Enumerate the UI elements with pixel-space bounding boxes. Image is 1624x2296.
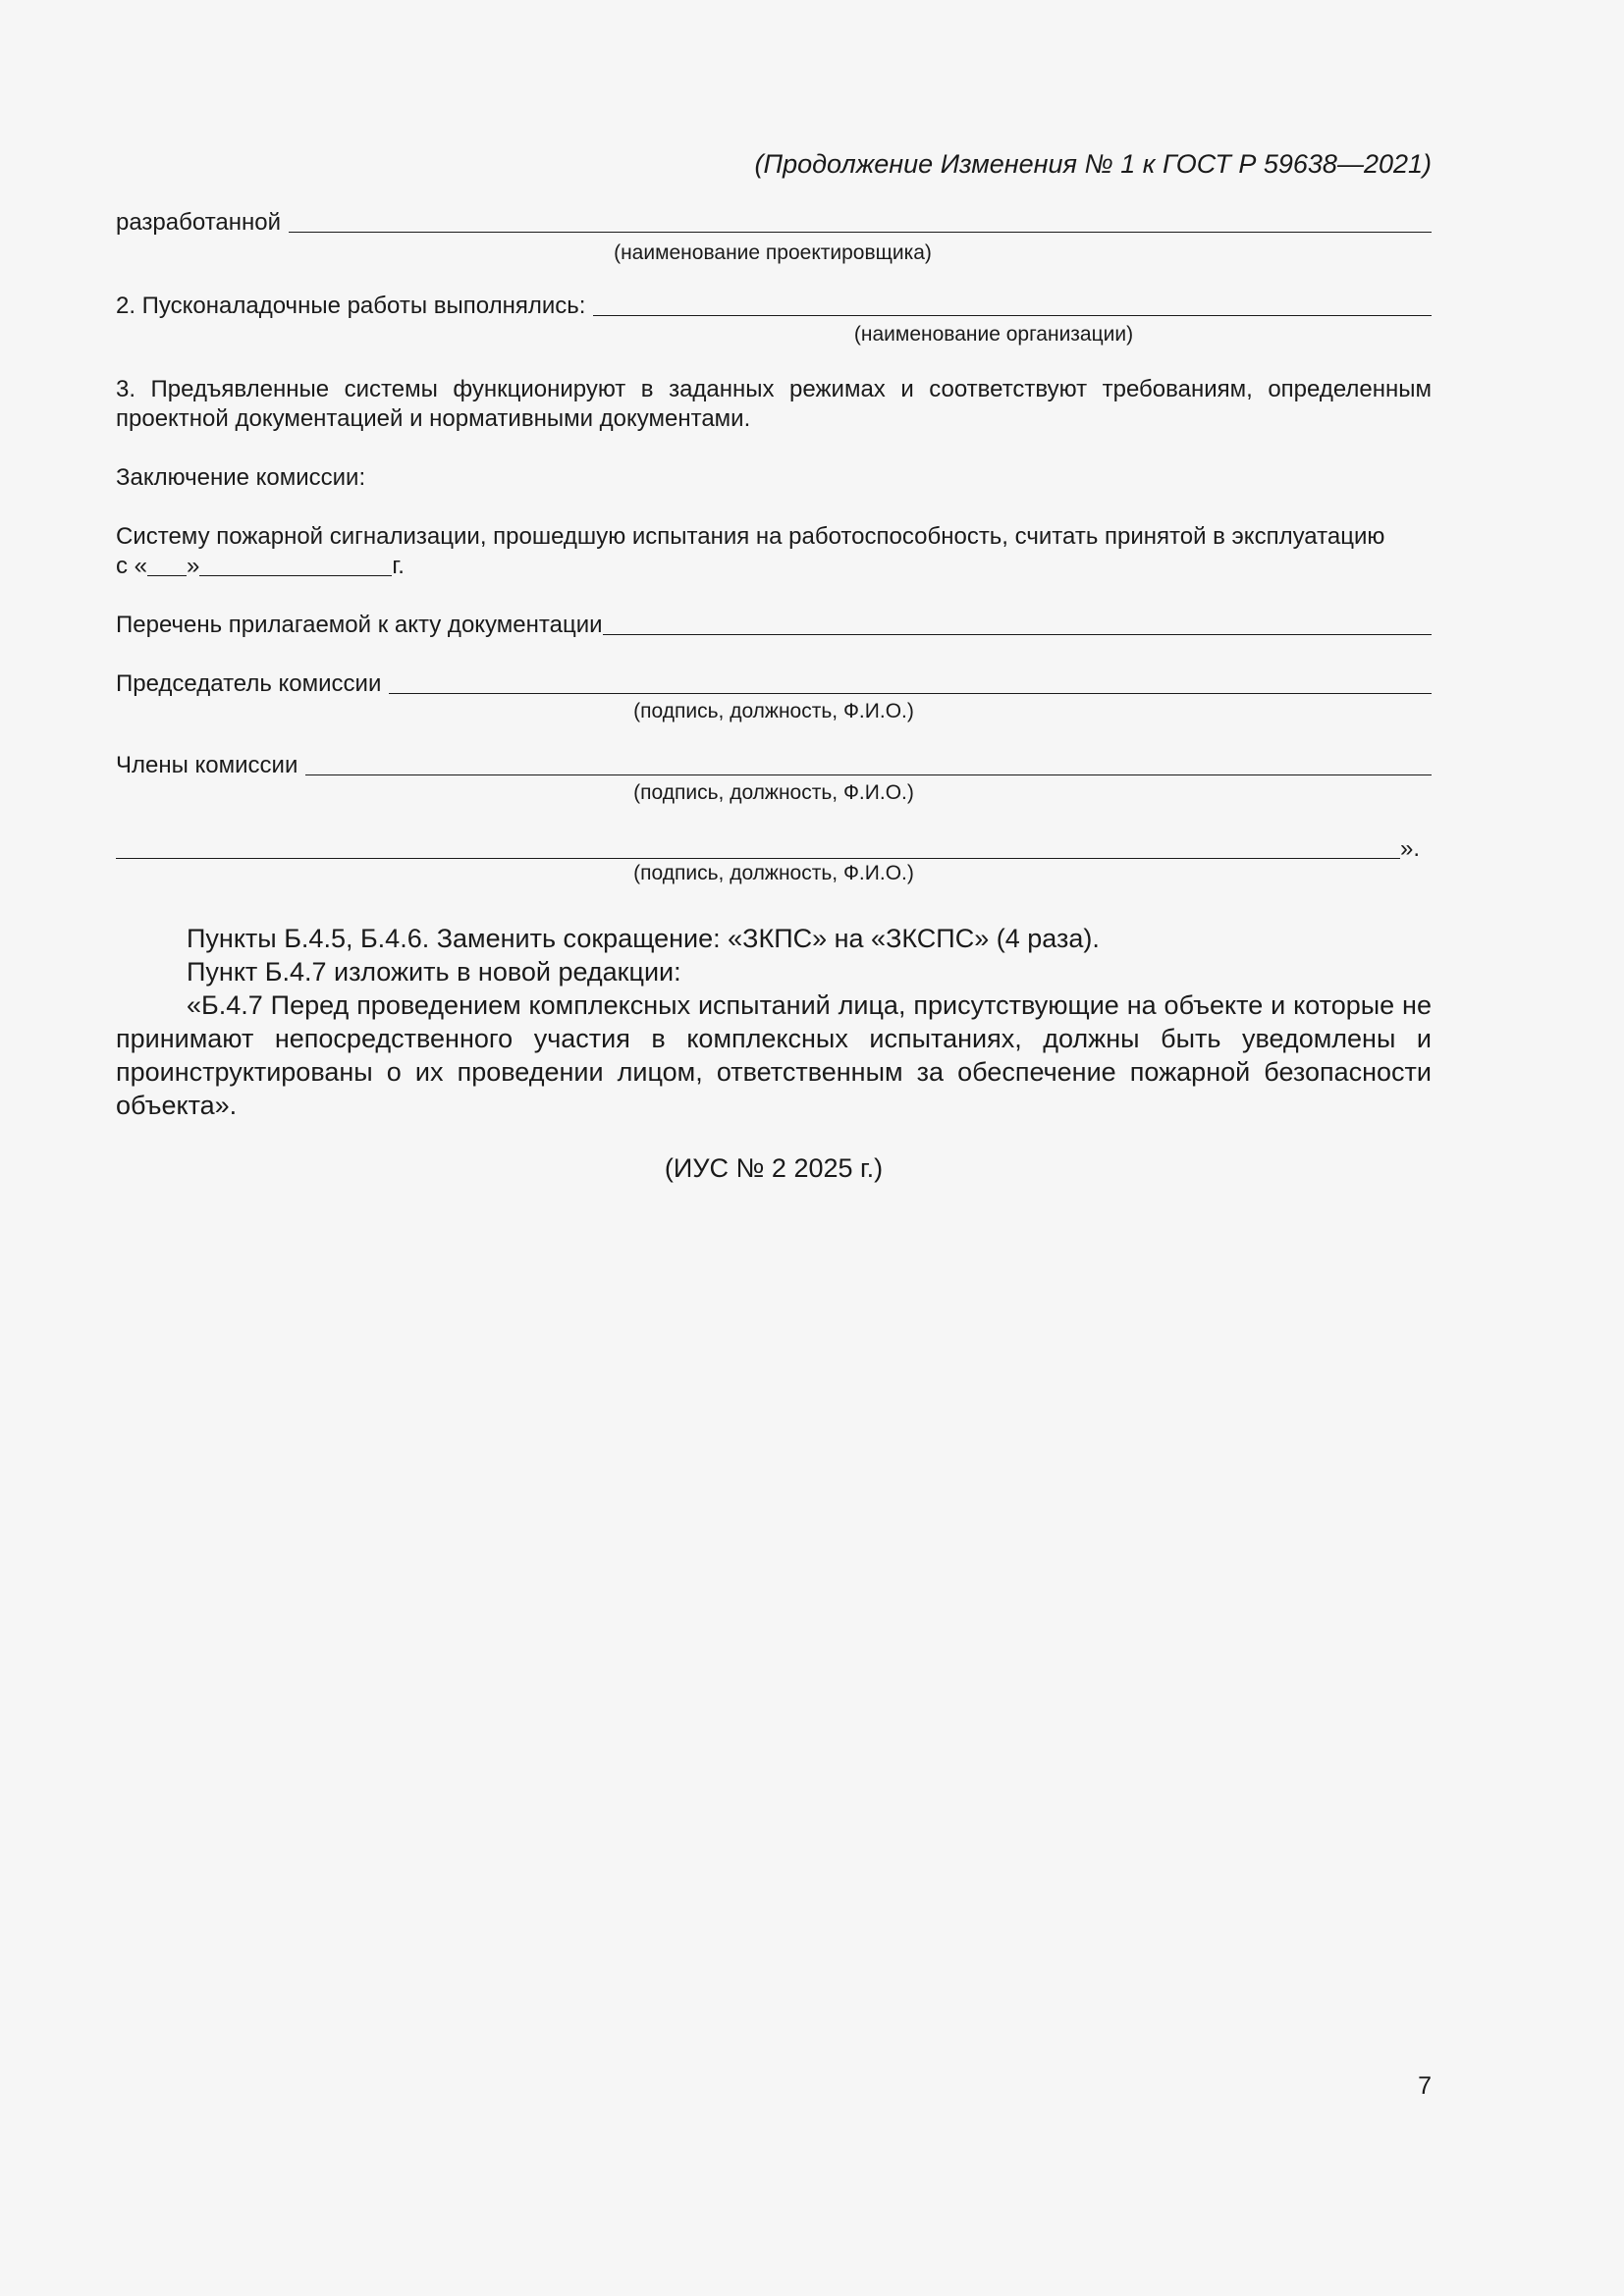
members-signature-caption: (подпись, должность, Ф.И.О.) — [633, 781, 914, 804]
organization-fill-line[interactable] — [593, 294, 1432, 316]
date-prefix: с « — [116, 553, 148, 579]
ius-reference: (ИУС № 2 2025 г.) — [664, 1153, 884, 1183]
chairman-label: Председатель комиссии — [116, 670, 382, 697]
date-row — [116, 552, 1432, 581]
docs-row — [116, 611, 1432, 640]
members-fill-line[interactable] — [305, 753, 1432, 775]
conclusion-row — [116, 463, 1432, 493]
designed-label: разработанной — [116, 209, 282, 236]
page-number: 7 — [1418, 2072, 1432, 2100]
conclusion-label: Заключение комиссии: — [116, 464, 366, 491]
acceptance-text: Систему пожарной сигнализации, прошедшую испытания на работоспособность, считать принятой в эксплуатацию — [116, 523, 1385, 550]
item3-paragraph: 3. Предъявленные системы функционируют в заданных режимах и соответствуют требованиям, определенным проектной документацией и нормативными документами. — [116, 376, 1432, 432]
commissioning-field-row — [116, 292, 1432, 321]
amendment-p3: «Б.4.7 Перед проведением комплексных испытаний лица, присутствующие на объекте и которые не принимают непосредственного участия в комплексных испытаниях, должны быть уведомлены и проинструктированы о их проведении лицом, ответственным за обеспечение пожарной безопасности объекта». — [116, 990, 1432, 1120]
designer-caption: (наименование проектировщика) — [614, 241, 932, 264]
designer-field-row — [116, 208, 1432, 238]
closing-quote: ». — [1399, 835, 1420, 862]
members-label: Члены комиссии — [116, 752, 298, 778]
chairman-signature-caption: (подпись, должность, Ф.И.О.) — [633, 700, 914, 722]
docs-fill-line[interactable] — [603, 613, 1432, 635]
members-row — [116, 751, 1432, 780]
continuation-header: (Продолжение Изменения № 1 к ГОСТ Р 59638—2021) — [754, 149, 1432, 179]
item2-label: 2. Пусконаладочные работы выполнялись: — [116, 293, 586, 319]
chairman-fill-line[interactable] — [389, 671, 1432, 694]
docs-label: Перечень прилагаемой к акту документации — [116, 612, 603, 638]
organization-caption: (наименование организации) — [853, 323, 1134, 346]
extra-member-row — [116, 834, 1420, 864]
month-year-fill-line[interactable] — [199, 554, 392, 576]
designer-fill-line[interactable] — [289, 210, 1432, 233]
extra-signature-caption: (подпись, должность, Ф.И.О.) — [633, 862, 914, 884]
date-suffix: г. — [392, 553, 405, 579]
extra-member-fill-line[interactable] — [116, 836, 1400, 859]
amendment-p2: Пункт Б.4.7 изложить в новой редакции: — [187, 957, 681, 987]
amendment-p1: Пункты Б.4.5, Б.4.6. Заменить сокращение: «ЗКПС» на «ЗКСПС» (4 раза). — [187, 924, 1100, 953]
date-mid: » — [187, 553, 200, 579]
acceptance-paragraph — [116, 522, 1432, 552]
day-fill-line[interactable] — [147, 554, 187, 576]
chairman-row — [116, 669, 1432, 699]
